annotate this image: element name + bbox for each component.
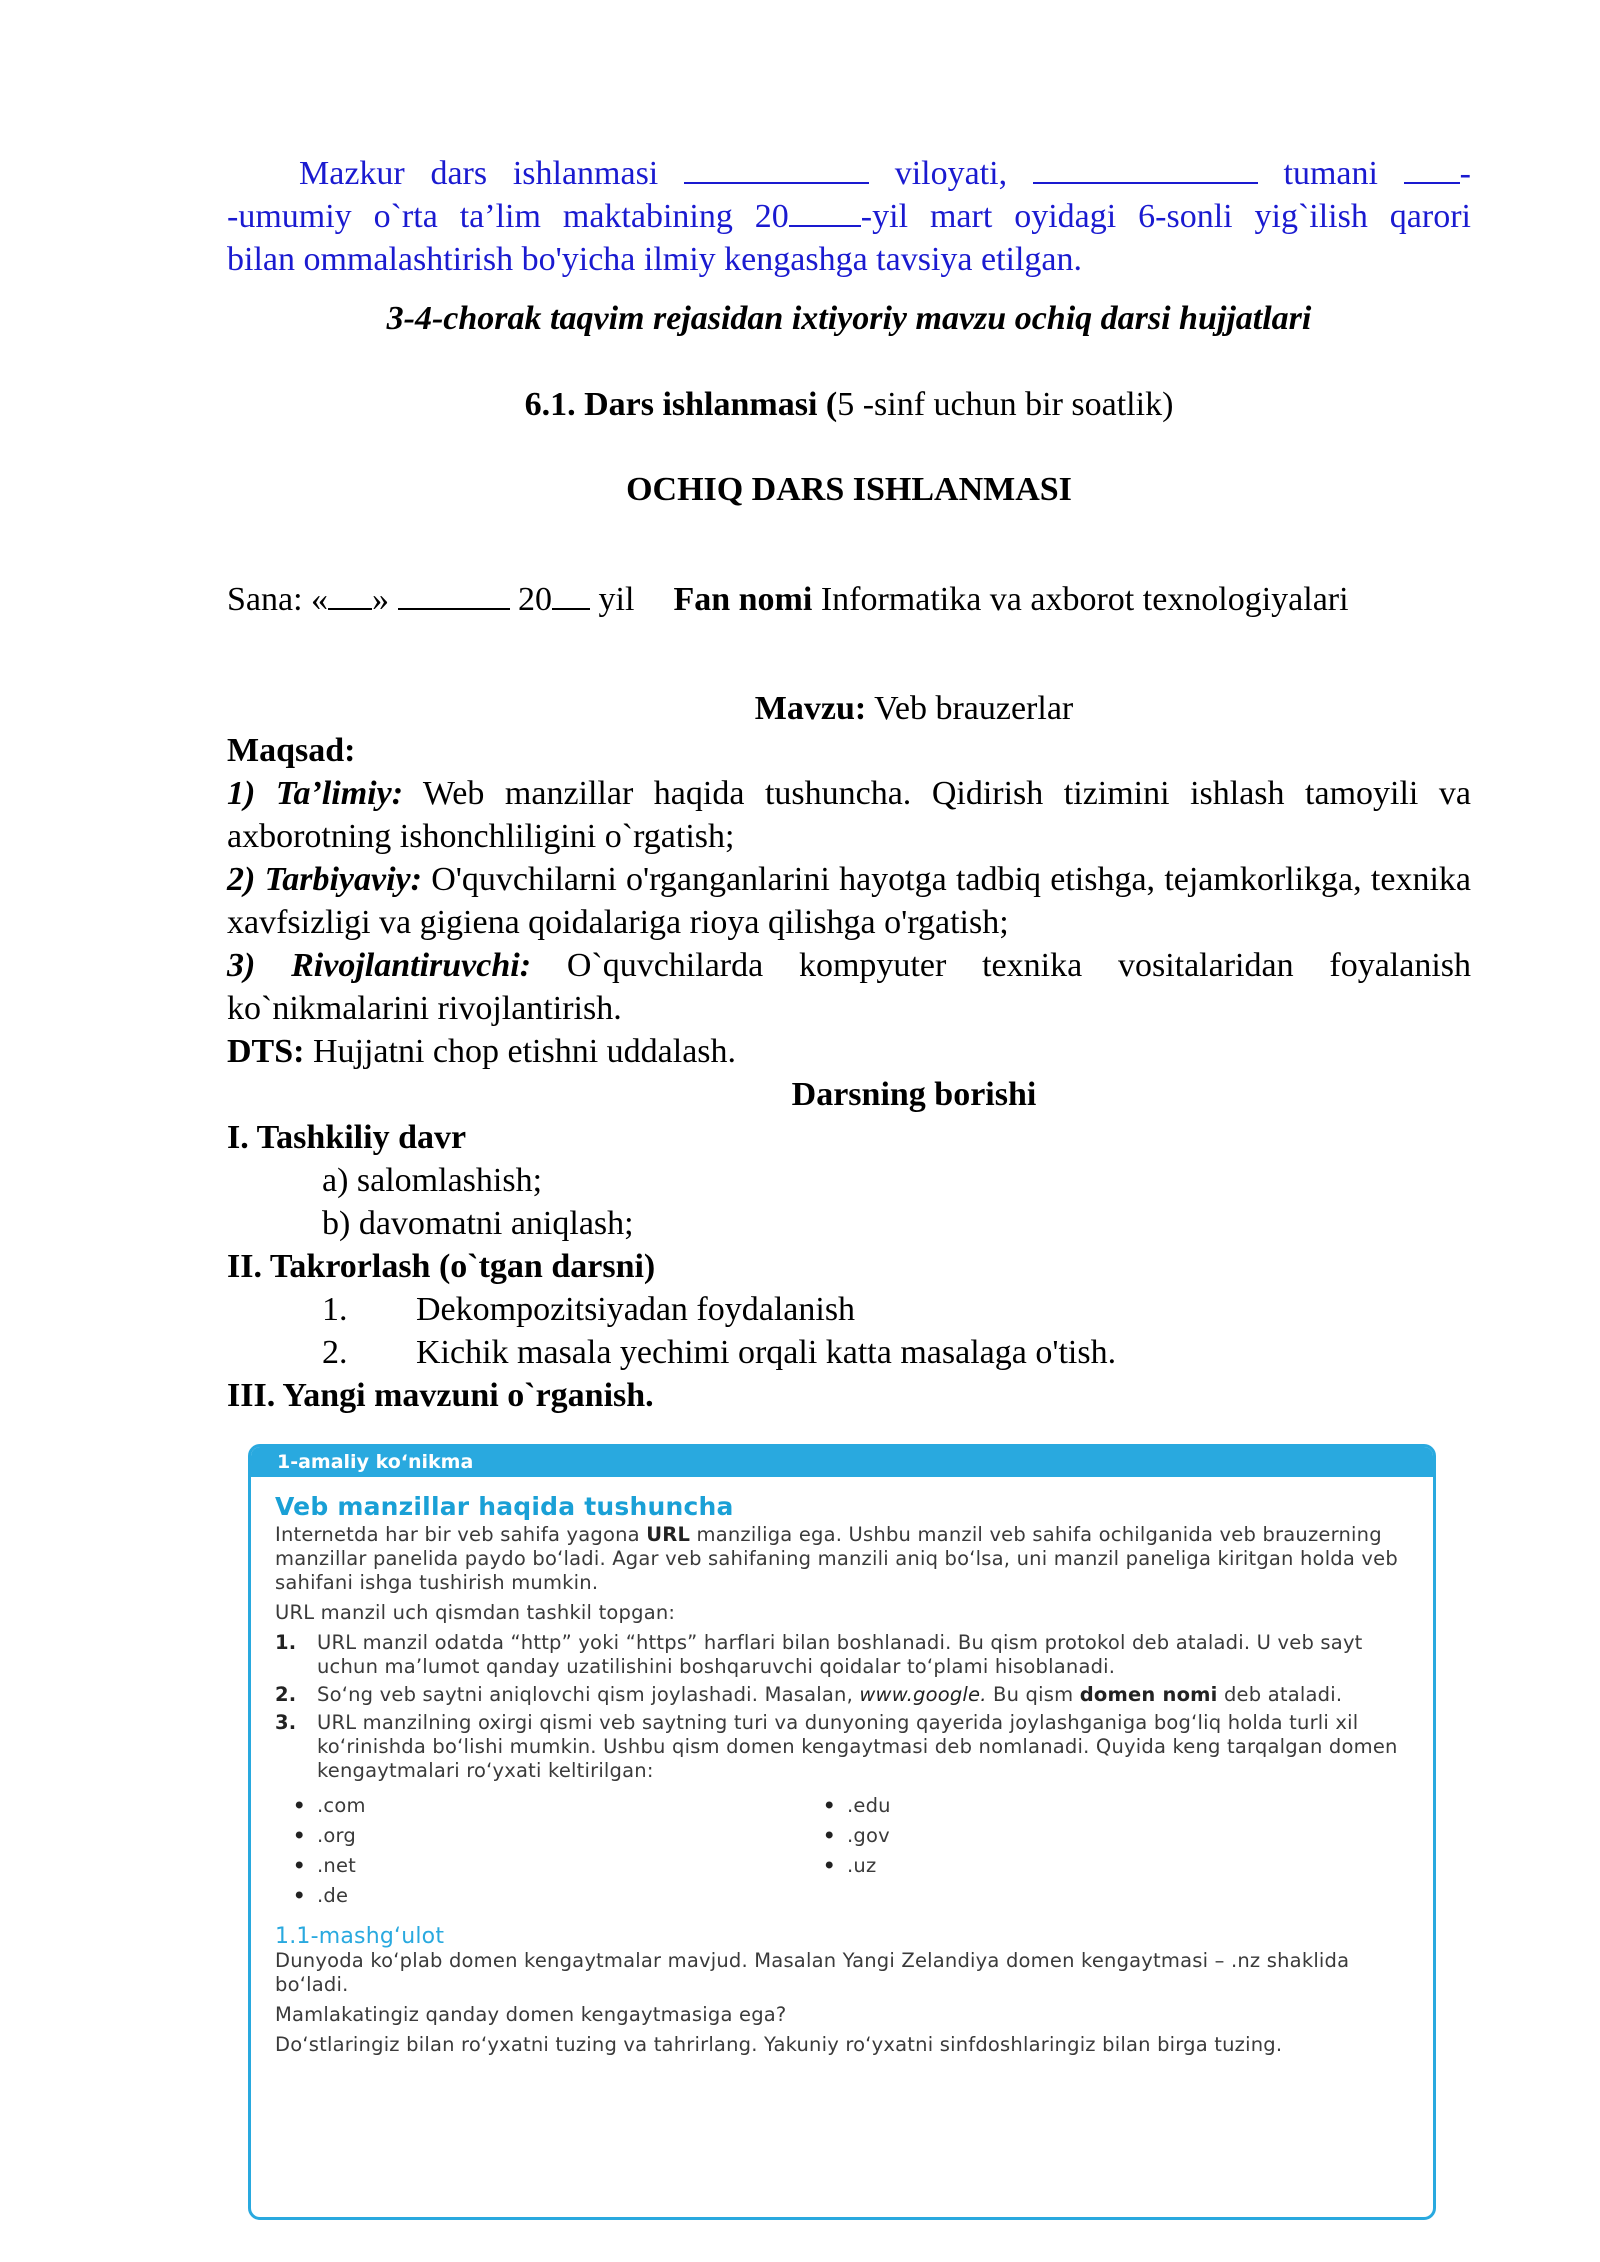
domain-text: .org <box>317 1824 356 1847</box>
region-blank <box>684 152 869 184</box>
lesson-flow-heading: Darsning borishi <box>791 1076 1037 1113</box>
intro-line-3: bilan ommalashtirish bo'yicha ilmiy kengashga tavsiya etilgan. <box>227 241 1082 278</box>
dts-line <box>227 1030 1471 1073</box>
bullet-icon: • <box>823 1854 836 1877</box>
textbook-excerpt-box <box>248 1444 1436 2220</box>
domain-extensions-grid <box>275 1791 1407 1911</box>
stage-2-item-text: Dekompozitsiyadan foydalanish <box>416 1291 856 1328</box>
stage-1-item: b) davomatni aniqlash; <box>322 1205 634 1242</box>
year-suffix-blank <box>552 578 590 610</box>
domain-text: .uz <box>847 1854 877 1877</box>
bullet-icon: • <box>293 1794 306 1817</box>
subtitle: 3-4-chorak taqvim rejasidan ixtiyoriy mavzu ochiq darsi hujjatlari <box>386 300 1312 337</box>
intro-line-1: Mazkur dars ishlanmasi viloyati, tumani - <box>227 152 1471 195</box>
bullet-icon: • <box>293 1884 306 1907</box>
goals-label: Maqsad: <box>227 732 356 769</box>
list-number: 1. <box>275 1631 297 1654</box>
domain-text: .net <box>317 1854 357 1877</box>
bullet-icon: • <box>823 1794 836 1817</box>
domain-text: .gov <box>847 1824 890 1847</box>
goal-2 <box>227 858 1471 944</box>
exercise-task: Do‘stlaringiz bilan ro‘yxatni tuzing va tahrirlang. Yakuniy ro‘yxatni sinfdoshlaringiz bilan birga tuzing. <box>275 2033 1283 2056</box>
list-text-part: So‘ng veb saytni aniqlovchi qism joylashadi. Masalan, <box>317 1683 860 1706</box>
school-number-blank <box>1404 152 1460 184</box>
domain-text: .de <box>317 1884 349 1907</box>
domain-item <box>805 1791 1105 1821</box>
date-close: » <box>372 581 390 618</box>
subject-value: Informatika va axborot texnologiyalari <box>820 581 1349 618</box>
intro-part-3: tumani <box>1283 155 1378 192</box>
stage-3-title: III. Yangi mavzuni o`rganish. <box>227 1377 654 1414</box>
section-heading-bold: 6.1. Dars ishlanmasi ( <box>524 386 838 423</box>
stage-1-item: a) salomlashish; <box>322 1162 543 1199</box>
goal-1-text: Web manzillar haqida tushuncha. Qidirish tizimini ishlash tamoyili va axborotning ishonchliligini o`rgatish; <box>227 775 1471 855</box>
goal-3-text: O`quvchilarda kompyuter texnika vositalaridan foyalanish ko`nikmalarini rivojlantirish. <box>227 947 1471 1027</box>
stage-1-title: I. Tashkiliy davr <box>227 1119 467 1156</box>
intro-paragraph <box>227 152 1471 281</box>
subject-label: Fan nomi <box>673 581 813 618</box>
goal-3 <box>227 944 1471 1030</box>
district-blank <box>1033 152 1258 184</box>
stage-2-item-text: Kichik masala yechimi orqali katta masalaga o'tish. <box>416 1334 1117 1371</box>
list-text <box>317 1683 1407 1707</box>
domain-item <box>275 1821 805 1851</box>
bullet-icon: • <box>823 1824 836 1847</box>
goal-1-label: 1) Ta’limiy: <box>227 775 404 812</box>
month-blank <box>398 578 510 610</box>
year-label: yil <box>598 581 635 618</box>
intro-line-2 <box>227 195 1471 238</box>
dts-text: Hujjatni chop etishni uddalash. <box>312 1033 737 1070</box>
topic-label: Mavzu: <box>754 690 867 727</box>
stage-2-title: II. Takrorlash (o`tgan darsni) <box>227 1248 656 1285</box>
domain-item <box>805 1851 1105 1881</box>
stage-2-item <box>322 1331 1116 1374</box>
url-part-item <box>275 1683 1407 1707</box>
date-label: Sana: « <box>227 581 329 618</box>
url-part-item <box>275 1711 1407 1783</box>
domain-item <box>275 1851 805 1881</box>
example-domain: www.google. <box>859 1683 987 1706</box>
list-number: 2. <box>275 1683 297 1706</box>
intro-part-1: Mazkur dars ishlanmasi <box>299 155 659 192</box>
url-parts-list <box>275 1631 1407 1783</box>
domain-column-left <box>275 1791 805 1911</box>
section-heading <box>227 383 1471 426</box>
domain-item <box>275 1881 805 1911</box>
textbook-text: manziliga ega. Ushbu manzil veb sahifa ochilganida veb brauzerning manzillar panelida paydo bo‘ladi. Agar veb sahifaning manzili aniq bo‘lsa, uni manzil paneliga kiritgan holda veb sahifani ishga tushirish mumkin. <box>275 1523 1398 1594</box>
list-text-part: deb ataladi. <box>1217 1683 1343 1706</box>
goal-1 <box>227 772 1471 858</box>
dts-label: DTS: <box>227 1033 305 1070</box>
section-heading-normal: 5 -sinf uchun bir soatlik) <box>837 386 1174 423</box>
domain-item <box>275 1791 805 1821</box>
intro-part-5-a: -yil mart oyidagi 6-sonli yig`ilish qarori <box>860 198 1471 235</box>
domain-column-right <box>805 1791 1105 1911</box>
bullet-icon: • <box>293 1854 306 1877</box>
day-blank <box>328 578 372 610</box>
stage-2-item <box>322 1288 855 1331</box>
textbook-title: Veb manzillar haqida tushuncha <box>275 1492 734 1521</box>
stage-2-item-number: 1. <box>322 1291 348 1328</box>
stage-2-item-number: 2. <box>322 1334 348 1371</box>
main-title: OCHIQ DARS ISHLANMASI <box>626 471 1072 508</box>
textbook-box-header: 1-amaliy ko‘nikma <box>251 1447 1433 1477</box>
goal-2-label: 2) Tarbiyaviy: <box>227 861 422 898</box>
intro-part-4: -umumiy o`rta ta’lim maktabining 20 <box>227 198 789 235</box>
list-text-part: Bu qism <box>986 1683 1080 1706</box>
textbook-paragraph <box>275 1523 1407 1595</box>
year-blank <box>789 195 861 227</box>
url-term: URL <box>646 1523 691 1546</box>
textbook-box-body <box>251 1477 1433 2057</box>
list-text: URL manzil odatda “http” yoki “https” harflari bilan boshlanadi. Bu qism protokol deb ataladi. U veb sayt uchun ma’lumot qanday uzatilishini boshqaruvchi qoidalar to‘plami hisoblanadi. <box>317 1631 1363 1678</box>
domain-name-term: domen nomi <box>1079 1683 1218 1706</box>
date-line <box>227 578 1471 621</box>
exercise-title: 1.1-mashg‘ulot <box>275 1924 445 1949</box>
domain-text: .edu <box>847 1794 891 1817</box>
goal-2-text: O'quvchilarni o'rganganlarini hayotga tadbiq etishga, tejamkorlikga, texnika xavfsizligi va gigiena qoidalariga rioya qilishga o'rgatish; <box>227 861 1471 941</box>
list-text: URL manzilning oxirgi qismi veb saytning turi va dunyoning qayerida joylashganiga bog‘liq holda turli xil ko‘rinishda bo‘lishi mumkin. Ushbu qism domen kengaytmasi deb nomlanadi. Quyida keng tarqalgan domen kengaytmalari ro‘yxati keltirilgan: <box>317 1711 1398 1782</box>
intro-part-2: viloyati, <box>894 155 1008 192</box>
textbook-paragraph: URL manzil uch qismdan tashkil topgan: <box>275 1601 676 1624</box>
year-prefix: 20 <box>518 581 553 618</box>
textbook-text: Internetda har bir veb sahifa yagona <box>275 1523 647 1546</box>
list-number: 3. <box>275 1711 297 1734</box>
domain-item <box>805 1821 1105 1851</box>
exercise-paragraph: Dunyoda ko‘plab domen kengaytmalar mavjud. Masalan Yangi Zelandiya domen kengaytmasi – .nz shaklida bo‘ladi. <box>275 1949 1350 1996</box>
exercise-question: Mamlakatingiz qanday domen kengaytmasiga ega? <box>275 2003 787 2026</box>
goal-3-label: 3) Rivojlantiruvchi: <box>227 947 532 984</box>
topic-line <box>227 687 1471 730</box>
topic-value: Veb brauzerlar <box>874 690 1074 727</box>
domain-text: .com <box>317 1794 366 1817</box>
bullet-icon: • <box>293 1824 306 1847</box>
url-part-item <box>275 1631 1407 1679</box>
